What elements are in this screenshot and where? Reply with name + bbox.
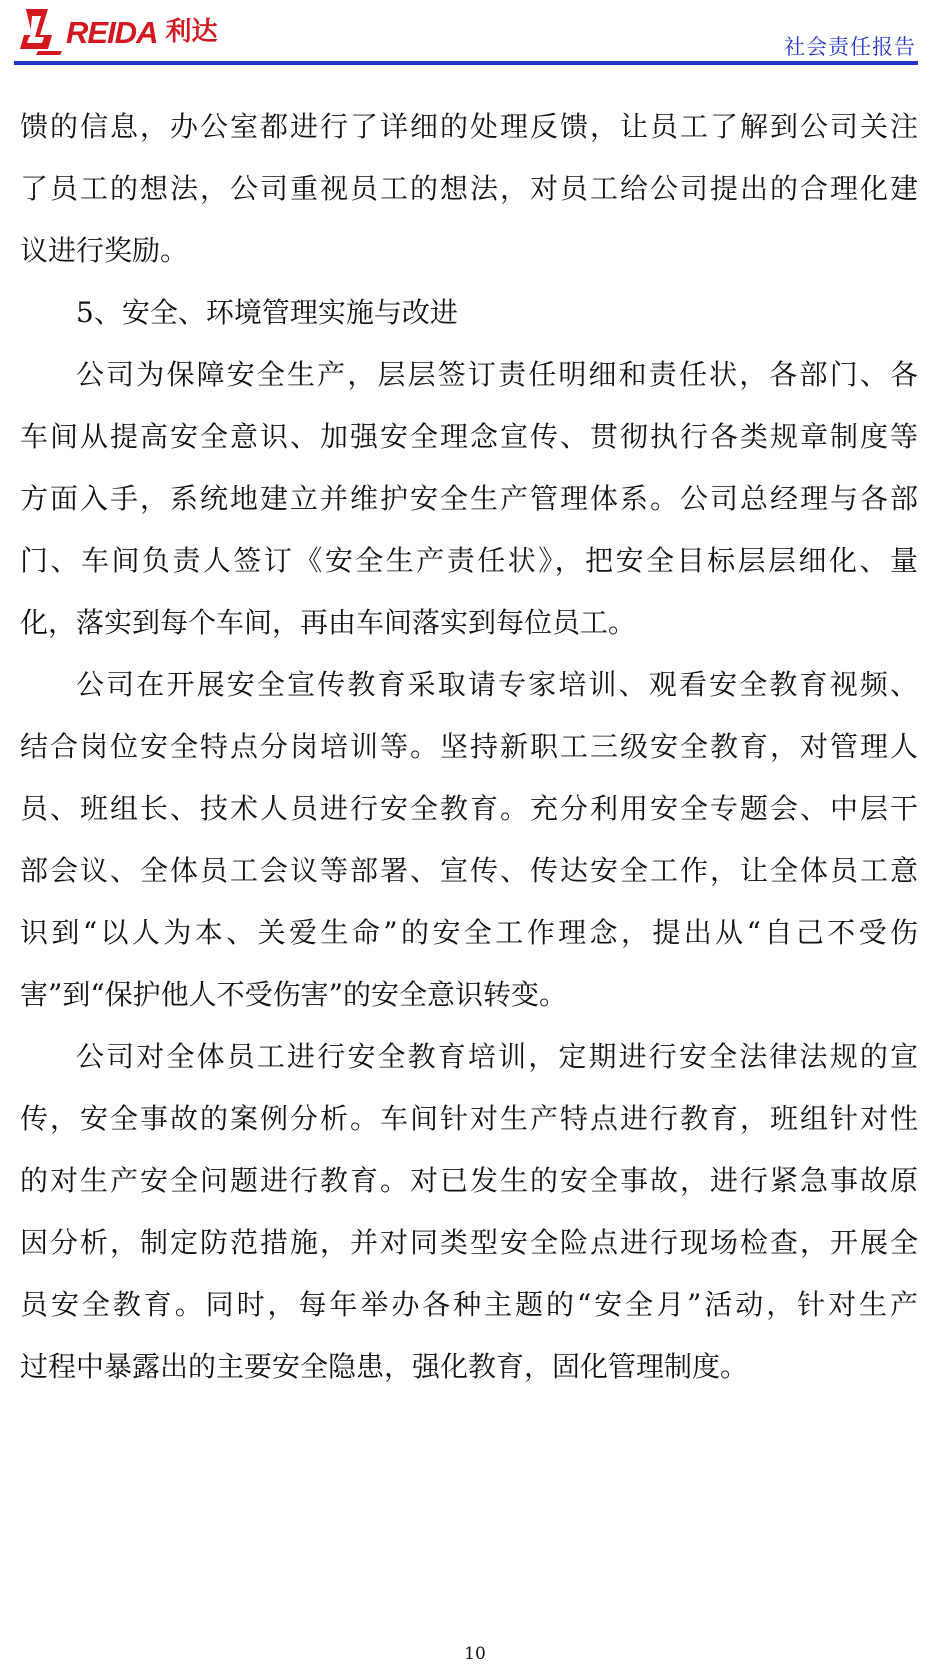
logo-chinese-name: 利达 bbox=[165, 17, 218, 47]
text-line: 馈的信息，办公室都进行了详细的处理反馈，让员工了解到公司关注 bbox=[20, 110, 918, 143]
text-line: 门、车间负责人签订《安全生产责任状》，把安全目标层层细化、量 bbox=[20, 544, 918, 577]
text-line: 部会议、全体员工会议等部署、宣传、传达安全工作，让全体员工意 bbox=[20, 854, 918, 887]
text-line: 员、班组长、技术人员进行安全教育。充分利用安全专题会、中层干 bbox=[20, 792, 918, 825]
text-line: 员安全教育。同时，每年举办各种主题的“安全月”活动，针对生产 bbox=[20, 1288, 918, 1321]
text-line: 识到“以人为本、关爱生命”的安全工作理念，提出从“自己不受伤 bbox=[20, 916, 918, 949]
text-line: 传，安全事故的案例分析。车间针对生产特点进行教育，班组针对性 bbox=[20, 1102, 918, 1135]
text-line: 公司对全体员工进行安全教育培训，定期进行安全法律法规的宣 bbox=[76, 1040, 918, 1073]
text-line: 公司在开展安全宣传教育采取请专家培训、观看安全教育视频、 bbox=[76, 668, 918, 701]
document-body bbox=[20, 96, 918, 1398]
reida-logo-icon bbox=[18, 7, 64, 57]
text-line: 过程中暴露出的主要安全隐患，强化教育，固化管理制度。 bbox=[20, 1350, 749, 1383]
logo-wordmark: REIDA bbox=[66, 14, 158, 50]
text-line: 害”到“保护他人不受伤害”的安全意识转变。 bbox=[20, 978, 567, 1011]
text-line: 因分析，制定防范措施，并对同类型安全险点进行现场检查，开展全 bbox=[20, 1226, 918, 1259]
text-line: 了员工的想法，公司重视员工的想法，对员工给公司提出的合理化建 bbox=[20, 172, 918, 205]
page-number: 10 bbox=[464, 1644, 486, 1664]
text-line: 议进行奖励。 bbox=[20, 234, 189, 267]
section-heading: 5、安全、环境管理实施与改进 bbox=[76, 296, 458, 329]
report-title: 社会责任报告 bbox=[784, 35, 916, 59]
text-line: 的对生产安全问题进行教育。对已发生的安全事故，进行紧急事故原 bbox=[20, 1164, 918, 1197]
page-header bbox=[0, 0, 950, 68]
text-line: 方面入手，系统地建立并维护安全生产管理体系。公司总经理与各部 bbox=[20, 482, 918, 515]
text-line: 结合岗位安全特点分岗培训等。坚持新职工三级安全教育，对管理人 bbox=[20, 730, 918, 763]
text-line: 化，落实到每个车间，再由车间落实到每位员工。 bbox=[20, 606, 637, 639]
text-line: 车间从提高安全意识、加强安全理念宣传、贯彻执行各类规章制度等 bbox=[20, 420, 918, 453]
header-divider bbox=[14, 61, 918, 65]
text-line: 公司为保障安全生产，层层签订责任明细和责任状，各部门、各 bbox=[76, 358, 918, 391]
company-logo bbox=[18, 6, 217, 58]
